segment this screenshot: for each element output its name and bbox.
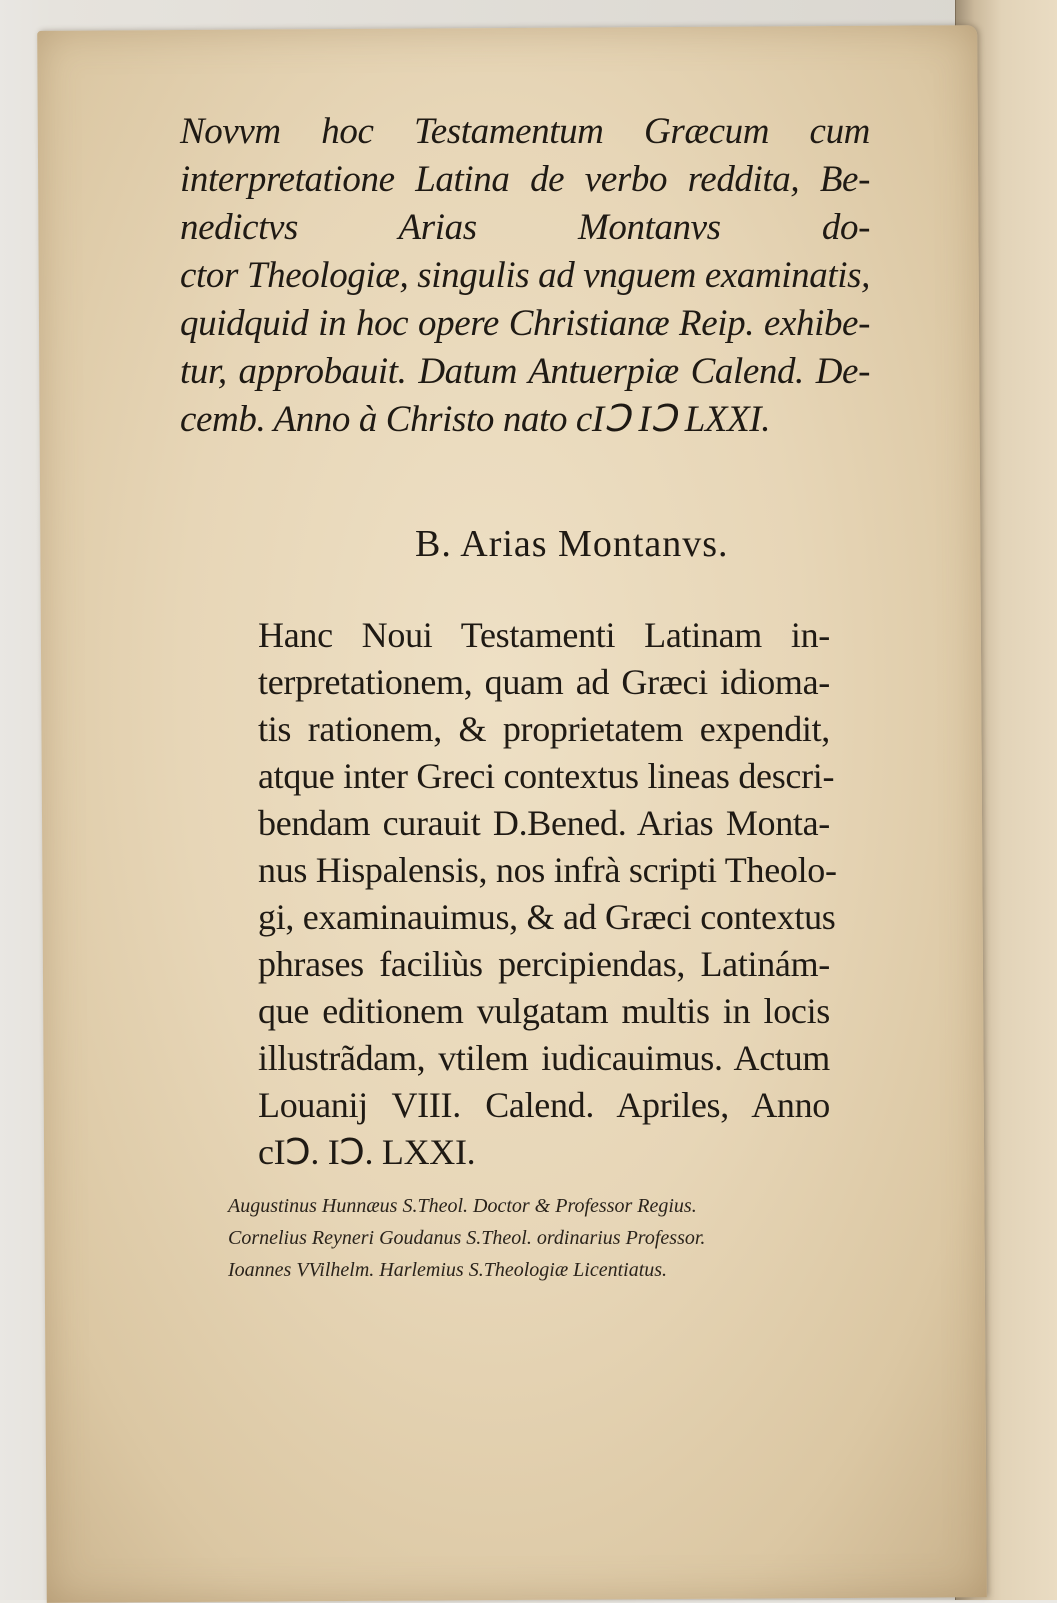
approval-line: cemb. Anno à Christo nato cIↃ IↃ LXXI.	[180, 399, 771, 440]
censure-line: bendam curauit D.Bened. Arias Monta-	[258, 803, 830, 843]
approval-line: ctor Theologiæ, singulis ad vnguem examinatis,	[180, 255, 870, 296]
censure-line: cIↃ. IↃ. LXXI.	[258, 1132, 476, 1172]
approval-line: interpretatione Latina de verbo reddita, Be-	[180, 159, 870, 200]
censure-line: nus Hispalensis, nos infrà scripti Theolo-	[258, 850, 837, 890]
censure-line: phrases faciliùs percipiendas, Latinám-	[258, 944, 830, 984]
signer-line: Augustinus Hunnæus S.Theol. Doctor & Professor Regius.	[228, 1195, 697, 1217]
censure-line: gi, examinauimus, & ad Græci contextus	[258, 897, 836, 937]
approval-line: quidquid in hoc opere Christianæ Reip. exhibe-	[180, 303, 870, 344]
approval-line: tur, approbauit. Datum Antuerpiæ Calend. De-	[180, 351, 870, 392]
censure-line: que editionem vulgatam multis in locis	[258, 991, 830, 1031]
censure-line: Hanc Noui Testamenti Latinam in-	[258, 615, 830, 655]
approval-paragraph	[180, 108, 870, 444]
author-signature: B. Arias Montanvs.	[415, 523, 729, 565]
theologian-signers	[228, 1190, 848, 1286]
censure-paragraph	[258, 612, 837, 1176]
signer-line: Ioannes VVilhelm. Harlemius S.Theologiæ Licentiatus.	[228, 1259, 668, 1281]
approval-line: nedictvs Arias Montanvs do-	[180, 207, 870, 248]
signer-line: Cornelius Reyneri Goudanus S.Theol. ordinarius Professor.	[228, 1227, 706, 1249]
censure-line: Louanij VIII. Calend. Apriles, Anno	[258, 1085, 830, 1125]
censure-line: terpretationem, quam ad Græci idioma-	[258, 662, 830, 702]
censure-line: illustrãdam, vtilem iudicauimus. Actum	[258, 1038, 830, 1078]
censure-line: atque inter Greci contextus lineas descri-	[258, 756, 835, 796]
censure-line: tis rationem, & proprietatem expendit,	[258, 709, 830, 749]
approval-line: Novvm hoc Testamentum Græcum cum	[180, 111, 870, 152]
